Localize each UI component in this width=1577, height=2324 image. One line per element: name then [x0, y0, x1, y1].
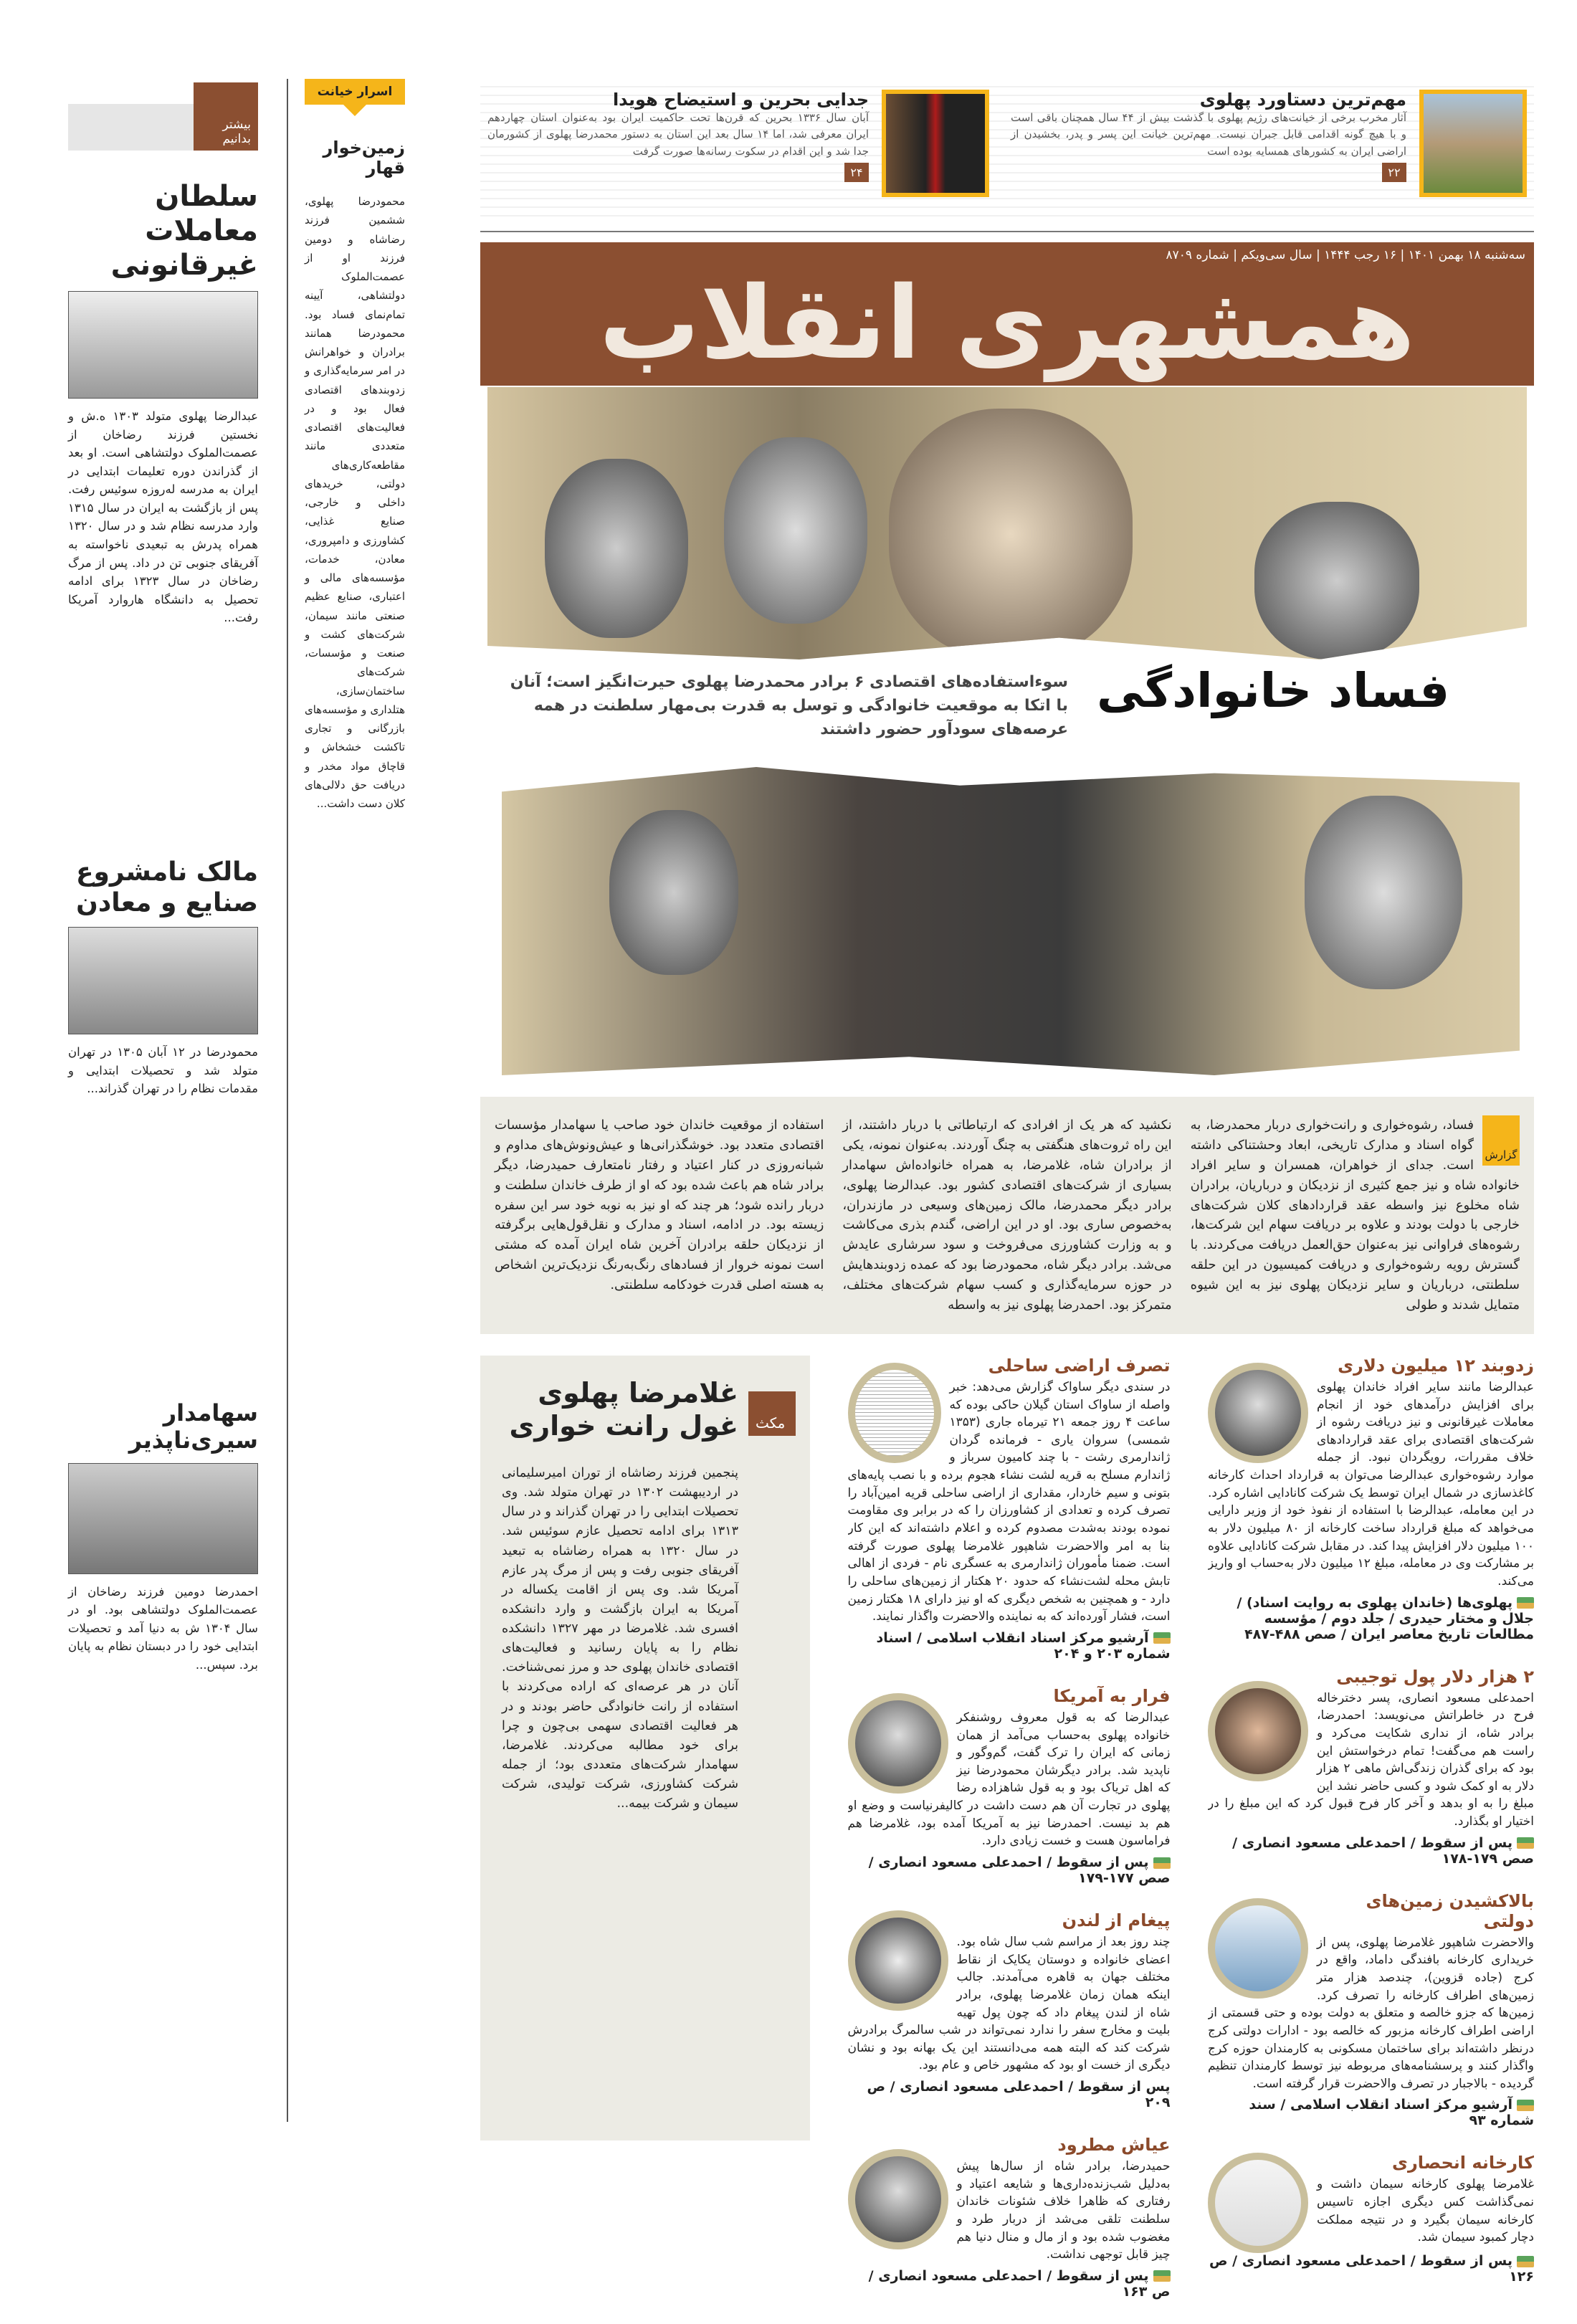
photo-ahmadreza	[68, 1463, 258, 1574]
item-source: پس از سقوط / احمدعلی مسعود انصاری / ص ۱۶۳	[868, 2267, 1171, 2300]
teaser-title: جدایی بحرین و استیضاح هویدا	[612, 90, 869, 110]
item-title: زدوبند ۱۲ میلیون دلاری	[1338, 1355, 1534, 1376]
portrait-ahmadreza	[1208, 1681, 1308, 1781]
teaser-strip	[480, 79, 1534, 222]
book-icon	[1517, 1597, 1534, 1609]
item-title: بالاکشیدن زمین‌های دولتی	[1366, 1890, 1534, 1931]
page-number: ۲۴	[844, 163, 869, 182]
section-tag: مکث	[748, 1391, 796, 1436]
item-source: پس از سقوط / احمدعلی مسعود انصاری / صص ۱۷۹-۱۷۸	[1232, 1834, 1534, 1867]
report-col-2: نکشید که هر یک از افرادی که ارتباطاتی با دربار داشتند، از این راه ثروت‌های هنگفتی به چنگ آوردند. به‌عنوان نمونه، یکی از برادران شاه، غلامرضا، به همراه خانواده‌اش سهامدار بسیاری از شرکت‌های اقتصادی کشور بود. عبدالرضا پهلوی، برادر دیگر محمدرضا، مالک زمین‌های وسیعی در مازندران، به‌خصوص ساری بود. او در این اراضی، گندم بذری می‌کاشت و به وزارت کشاورزی می‌فروخت و سود سرشاری عایدش می‌شد. برادر دیگر شاه، محمودرضا بود که عمده زدوبندهایش در حوزه سرمایه‌گذاری و کسب سهام شرکت‌های مختلف، متمرکز بود. احمدرضا پهلوی نیز به واسطه	[842, 1118, 1172, 1313]
item-text: احمدعلی مسعود انصاری، پسر دخترخاله فرح در خاطراتش می‌نویسد: احمدرضا، برادر شاه، از نداری شکایت می‌کرد و راست هم می‌گفت! تمام درخواستش این بود که برای گذران زندگی‌اش ماهی ۲ هزار دلار به او کمک شود و کسی حاضر نشد این مبلغ را به او بدهد و آخر کار فرح قبول کرد که این مبلغ را در اختیار او بگذارد.	[1208, 1690, 1534, 1829]
middle-column	[848, 1356, 1171, 2324]
portrait	[1305, 796, 1462, 989]
item-source: آرشیو مرکز اسناد انقلاب اسلامی / اسناد شماره ۲۰۳ و ۲۰۴	[876, 1629, 1171, 1662]
sidebar-item	[1208, 1891, 1534, 2129]
item-source: پس از سقوط / احمدعلی مسعود انصاری / ص ۱۲۶	[1209, 2253, 1534, 2285]
item-text: حمیدرضا، برادر شاه از سال‌ها پیش به‌دلیل شب‌زنده‌داری‌ها و شایعه اعتیاد و رفتاری که ظاهرا خلاف شئونات خاندان سلطنت تلقی می‌شد از دربار طرد و مغضوب شده بود و از مال و منال دنیا هم چیز قابل توجهی نداشت.	[956, 2159, 1171, 2262]
sidebar-item	[1208, 1356, 1534, 1642]
section-tag: بیشتر بدانیم	[194, 82, 258, 151]
portrait	[609, 810, 738, 975]
report-col-3: استفاده از موقعیت خاندان خود صاحب یا سهامدار مؤسسات اقتصادی متعدد بود. خوشگذرانی‌ها و عیش‌ونوش‌های مداوم و شبانه‌روزی در کنار اعتیاد و رفتار نامتعارف حمیدرضا، دیگر برادر شاه هم باعث شده بود که او از طرف خاندان سلطنت و دربار رانده شود؛ هر چند که او نیز به نوبه خود سر این سفره زیسته بود. در ادامه، اسناد و مدارک و نقل‌قول‌هایی برگرفته از نزدیکان حلقه برادران آخرین شاه ایران آمده که مشتی است نمونه خروار از فسادهای رنگ‌به‌رنگ نزدیک‌ترین اشخاص به هسته اصلی قدرت خودکامه سلطنتی.	[495, 1118, 824, 1293]
sidebar-item	[848, 1910, 1171, 2110]
teaser-text: آثار مخرب برخی از خیانت‌های رژیم پهلوی با گذشت بیش از ۴۴ سال همچنان باقی است و با هیچ گونه اقدامی قابل جبران نیست. مهم‌ترین خیانت این پسر و پدر، بخشیدن از اراضی ایران به کشورهای همسایه بوده است	[1011, 111, 1406, 158]
sidebar-item	[848, 2135, 1171, 2300]
page-number: ۲۲	[1382, 163, 1406, 182]
narrow-column	[305, 79, 405, 813]
headline: مالک نامشروع صنایع و معادن	[75, 857, 258, 918]
article-body: عبدالرضا پهلوی متولد ۱۳۰۳ ه.ش و نخستین فرزند رضاخان از عصمت‌الملوک دولتشاهی است. او بعد از گذراندن دوره تعلیمات ابتدایی در ایران به مدرسه له‌روزه سوئیس رفت. پس از بازگشت به ایران در سال ۱۳۱۵ وارد مدرسه نظام شد و در سال ۱۳۲۰ همراه پدرش به تبعیدی ناخواسته به آفریقای جنوبی تن در داد. پس از مرگ رضاخان در سال ۱۳۲۳ برای ادامه تحصیل به دانشگاه هاروارد آمریکا رفت...	[68, 409, 258, 625]
book-icon	[1517, 2256, 1534, 2267]
portrait-hamidreza	[848, 2149, 948, 2249]
book-icon	[1153, 1857, 1171, 1869]
teaser-text: آبان سال ۱۳۳۶ بحرین که قرن‌ها تحت حاکمیت ایران بود به‌عنوان استان چهاردهم ایران معرفی شد، اما ۱۴ سال بعد این استان به دستور محمدرضا پهلوی از کشورمان جدا شد و این اقدام در سکوت رسانه‌ها صورت گرفت	[487, 111, 870, 158]
sidebar-item	[1208, 1667, 1534, 1867]
portrait	[889, 409, 1133, 659]
portrait	[545, 459, 688, 638]
item-text: غلامرضا پهلوی کارخانه سیمان داشت و نمی‌گذاشت کس دیگری اجازه تاسیس کارخانه سیمان بگیرد و در نتیجه مملکت دچار کمبود سیمان شد.	[1317, 2177, 1534, 2245]
book-icon	[1153, 2270, 1171, 2282]
article-body: پنجمین فرزند رضاشاه از توران امیرسلیمانی در اردیبهشت ۱۳۰۲ در تهران متولد شد. وی تحصیلات ابتدایی را در تهران گذراند و در سال ۱۳۱۳ برای ادامه تحصیل عازم سوئیس شد. در سال ۱۳۲۰ به همراه رضاشاه به تبعید آفریقای جنوبی رفت و پس از مرگ پدر عازم آمریکا شد. وی پس از اقامت یکساله در آمریکا به ایران بازگشت و وارد دانشکده افسری شد. غلامرضا در مهر ۱۳۲۷ دانشکده نظام را به پایان رسانید و فعالیت‌های اقتصادی خاندان پهلوی حد و مرز نمی‌شناخت. آنان در هر عرصه‌ای که اراده می‌کردند با استفاده از رانت خانوادگی حاضر بودند و در هر فعالیت اقتصادی سهمی بی‌چون و چرا برای خود مطالبه می‌کردند. غلامرضا، سهامدار شرکت‌های متعددی بود؛ از جمله شرکت کشاورزی، شرکت تولیدی، شرکت سیمان و شرکت بیمه...	[502, 1466, 739, 1811]
left-column	[68, 82, 258, 1674]
item-text: عبدالرضا مانند سایر افراد خاندان پهلوی برای افزایش درآمدهای خود از انجام معاملات غیرقانونی و نیز دریافت رشوه از شرکت‌های اقتصادی برای عقد قراردادهای خلاف مقررات، رویگردان نبود. از جمله موارد رشوه‌خواری عبدالرضا می‌توان به قرارداد احداث کارخانه کاغذسازی در شمال ایران توسط یک شرکت کانادایی اشاره کرد. در این معامله، عبدالرضا با استفاده از نفوذ خود از وزیر دارایی می‌خواهد که مبلغ قرارداد ساخت کارخانه از ۸۰ میلیون دلار به ۱۰۰ میلیون دلار افزایش پیدا کند. در مقابل شرکت کانادایی علاوه بر مشارکت وی در معامله، مبلغ ۱۲ میلیون دلار به‌حساب او واریز می‌کند.	[1208, 1379, 1534, 1589]
document-scan	[848, 1363, 941, 1463]
teaser-photo	[882, 90, 989, 197]
dateline: سه‌شنبه ۱۸ بهمن ۱۴۰۱ | ۱۶ رجب ۱۴۴۴ | سال سی‌ویکم | شماره ۸۷۰۹	[1166, 248, 1525, 262]
item-title: پیغام از لندن	[1062, 1910, 1171, 1930]
headline: سلطان معاملات غیرقانونی	[110, 180, 258, 282]
headline: زمین‌خوار قهار	[323, 138, 405, 178]
item-text: چند روز بعد از مراسم شب سال شاه بود. اعضای خانواده و دوستان یکایک از نقاط مختلف جهان به قاهره می‌آمدند. جالب اینکه همان زمان غلامرضا پهلوی، برادر شاه از لندن پیغام داد که چون پول تهیه بلیت و مخارج سفر را ندارد نمی‌تواند در شب سالمرگ برادرش شرکت کند که البته همه می‌دانستند این یک بهانه بود و نشان دیگری از خست او بود که مشهور خاص و عام بود.	[847, 1935, 1171, 2073]
cover-photo-collage-bottom	[502, 767, 1520, 1075]
sidebar-item	[1208, 2153, 1534, 2285]
portrait-abdolreza	[1208, 1363, 1308, 1463]
section-tag: اسرار خیانت	[305, 79, 405, 105]
section-tag: گزارش	[1482, 1115, 1520, 1166]
article-body: محمودرضا پهلوی، ششمین فرزند رضاشاه و دومین فرزند او از عصمت‌الملوک دولتشاهی، آیینه تمام‌نمای فساد بود. محمودرضا همانند برادران و خواهرانش در امر سرمایه‌گذاری و زدوبندهای اقتصادی فعال بود و در فعالیت‌های اقتصادی متعددی مانند مقاطعه‌کاری‌های دولتی، خریدهای داخلی و خارجی، صنایع غذایی، کشاورزی و دامپروری، معادن، خدمات، مؤسسه‌های مالی و اعتباری، صنایع عظیم صنعتی مانند سیمان، شرکت‌های کشت و صنعت و مؤسسات، شرکت‌های ساختمان‌سازی، هتلداری و مؤسسه‌های بازرگانی و تجاری تاکشت خشخاش و قاچاق مواد مخدر و دریافت حق دلالی‌های کلان دست داشت...	[305, 195, 405, 810]
divider	[480, 231, 1534, 232]
logo: همشهری انقلاب	[599, 265, 1416, 382]
teaser[interactable]	[1011, 90, 1527, 197]
column-divider	[287, 79, 288, 2122]
headline: غلامرضا پهلوی غول رانت خواری	[509, 1376, 738, 1442]
book-cover-pahlavis	[1208, 1898, 1308, 1999]
book-icon	[1153, 1632, 1171, 1644]
item-source: پهلوی‌ها (خاندان پهلوی به روایت اسناد) / جلال و مختار حیدری / جلد دوم / مؤسسه مطالعات تاریخ معاصر ایران / صص ۴۸۸-۴۸۷	[1237, 1594, 1534, 1642]
masthead	[480, 242, 1534, 386]
photo-group	[848, 1693, 948, 1794]
item-text: عبدالرضا که به قول معروف روشنفکر خانواده پهلوی به‌حساب می‌آمد از همان زمانی که ایران را ترک گفت، گم‌وگور و ناپدید شد. برادر دیگرشان محمودرضا نیز که اهل تریاک بود و به قول شاهزاده رضا پهلوی در تجارت آن هم دست داشت در کالیفرنیاست و وضع او هم بد نیست. احمدرضا نیز به آمریکا آمده بود، غلامرضا هم فراماسون هست و خست زیادی دارد.	[847, 1710, 1171, 1849]
cover-photo-collage-top	[487, 387, 1527, 659]
teaser-photo	[1419, 90, 1527, 197]
item-source: آرشیو مرکز اسناد انقلاب اسلامی / سند شماره ۹۳	[1249, 2097, 1534, 2129]
sidebar-item	[848, 1686, 1171, 1886]
headline: سهامدار سیری‌ناپذیر	[128, 1399, 258, 1454]
photo-abdolreza	[68, 291, 258, 399]
item-title: کارخانه انحصاری	[1391, 2153, 1534, 2173]
item-source: پس از سقوط / احمدعلی مسعود انصاری / ص ۲۰۹	[867, 2079, 1171, 2111]
book-icon	[1517, 1837, 1534, 1849]
sidebar-item	[848, 1356, 1171, 1662]
item-text: والاحضرت شاهپور غلامرضا پهلوی، پس از خریداری کارخانه بافندگی داماد، واقع در کرج (جاده قزوین)، چندصد هزار متر زمین‌های اطراف کارخانه را تصرف کرد. زمین‌ها که جزو خالصه و متعلق به دولت بوده و حتی قسمتی از اراضی اطراف کارخانه مزبور که خالصه بود - ادارات دولتی کرج درنظر داشته‌اند برای ساختمان مسکونی به کارمندان حوزه کرج واگذار کنند و پرسشنامه‌های مربوطه نیز توسط کارمندان تنظیم گردیده - بالاجبار در تصرف والاحضرت قرار گرفته است.	[1208, 1935, 1534, 2091]
item-title: ۲ هزار دلار پول توجیبی	[1336, 1666, 1534, 1687]
report-intro	[480, 1097, 1534, 1334]
item-source: پس از سقوط / احمدعلی مسعود انصاری / صص ۱۷۷-۱۷۹	[868, 1854, 1171, 1886]
item-title: تصرف اراضی ساحلی	[988, 1355, 1171, 1376]
item-title: عیاش مطرود	[1057, 2135, 1171, 2156]
cover-title: فساد خانوادگی	[1097, 663, 1450, 718]
cover-lead: سوءاستفاده‌های اقتصادی ۶ برادر محمدرضا پهلوی حیرت‌انگیز است؛ آنان با اتکا به موقعیت خانوادگی و توسل به قدرت بی‌مهار سلطنت در همه عرصه‌های سودآور حضور داشتند	[510, 673, 1068, 738]
photo-mahmoudreza	[68, 927, 258, 1034]
item-text: در سندی دیگر ساواک گزارش می‌دهد: خبر واصله از ساواک استان گیلان حاکی بوده که ساعت ۴ روز جمعه ۲۱ تیرماه جاری (۱۳۵۳ شمسی) سروان یاری - فرمانده گردان ژاندارمری رشت - با چند کامیون سرباز و ژاندارم مسلح به قریه لشت نشاء هجوم برده و با نصب پایه‌های بتونی و سیم خاردار، مقداری از اراضی ساحلی قریه امین‌آباد را تصرف کرده و تعدادی از کشاورزان را که در برابر وی مقاومت نموده بودند به‌شدت مصدوم کرده و اعلام داشته‌اند که این کار بنا به امر والاحضرت شاهپور غلامرضا پهلوی صورت گرفته است. ضمنا مأموران ژاندارمری به عسگری نام - فردی از اهالی تابش محله لشت‌نشاء که حدود ۲۰ هکتار از زمین‌های ساحلی را دارد - و همچنین به شخص دیگری که او نیز دارای ۱۸ هکتار زمین است، فشار آورده‌اند که به نماینده والاحضرت واگذار نمایند.	[847, 1379, 1171, 1624]
teaser-title: مهم‌ترین دستاورد پهلوی	[1199, 90, 1406, 110]
item-title: فرار به آمریکا	[1053, 1685, 1171, 1706]
lower-section	[480, 1097, 1534, 2324]
portrait	[1254, 502, 1419, 659]
lower-columns	[480, 1356, 1534, 2324]
report-col-1: فساد، رشوه‌خواری و رانت‌خواری دربار محمدرضا، به گواه اسناد و مدارک تاریخی، ابعاد وحشتناکی داشته است. جدای از خواهران، همسران و سایر افراد خانواده شاه و نیز جمع کثیری از نزدیکان و درباریان، برادران شاه مخلوع نیز واسطه عقد قراردادهای کلان شرکت‌های خارجی با دولت بودند و علاوه بر دریافت سهام این شرکت‌ها، رشوه‌های فراوانی نیز به‌عنوان حق‌العمل دریافت می‌کردند. با گسترش رویه رشوه‌خواری و دریافت کمیسیون در این حلقه سلطنتی، درباریان و سایر نزدیکان پهلوی نیز به این شیوه متمایل شدند و طولی	[1190, 1118, 1520, 1313]
article-body: محمودرضا در ۱۲ آبان ۱۳۰۵ در تهران متولد شد و تحصیلات ابتدایی و مقدمات نظام را در تهران گذراند...	[68, 1045, 259, 1096]
gholamreza-box	[480, 1356, 810, 2140]
right-column	[1208, 1356, 1534, 2310]
section-tag-bar	[68, 82, 258, 151]
book-icon	[1517, 2100, 1534, 2111]
portrait-gholamreza	[848, 1910, 948, 2011]
book-cover-pas-az-soghout	[1208, 2153, 1308, 2253]
article-body: احمدرضا دومین فرزند رضاخان از عصمت‌الملوک دولتشاهی بود. او در سال ۱۳۰۴ ش به دنیا آمد و تحصیلات ابتدایی خود را در دبستان نظام به پایان برد. سپس...	[68, 1584, 258, 1672]
portrait	[724, 437, 867, 624]
teaser[interactable]	[487, 90, 989, 197]
